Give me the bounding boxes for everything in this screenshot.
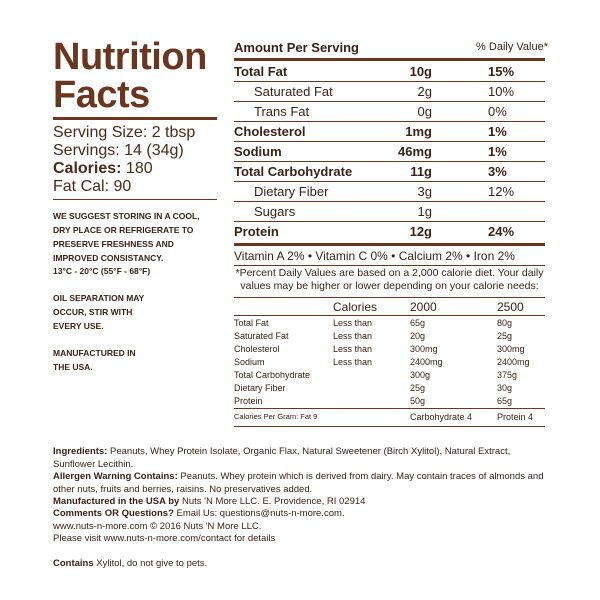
storage-note: WE SUGGEST STORING IN A COOL, DRY PLACE OR REFRIGERATE TO PRESERVE FRESHNESS AND IMPROVED CONSISTANCY.: [53, 211, 200, 263]
title-divider: [53, 117, 217, 120]
nutrient-daily-value: 1%: [488, 144, 507, 159]
vitamin-divider-bottom: [234, 265, 545, 266]
nutrient-row: [234, 121, 545, 141]
vitamin-divider-top: [234, 243, 545, 246]
manufacturer-label: Manufactured in the USA by: [53, 496, 180, 507]
calories-per-gram-0: Calories Per Gram: Fat 9: [234, 412, 318, 421]
dv-cell-v2500: 65g: [497, 396, 513, 406]
contact-line: Please visit www.nuts-n-more.com/contact for details: [53, 533, 276, 544]
dv-cell-v2000: 300g: [410, 370, 431, 380]
dv-cell-v2000: 25g: [410, 383, 426, 393]
dv-cell-v2500: 80g: [497, 318, 513, 328]
serving-divider: [53, 199, 217, 200]
ingredients-text: Peanuts, Whey Protein Isolate, Organic Flax, Natural Sweetener (Birch Xylitol), Natural Extract, Sunflower Lecithin.: [53, 446, 511, 470]
dv-table-divider: [234, 408, 545, 409]
dv-cell-v2000: 65g: [410, 318, 426, 328]
nutrient-row: [234, 201, 545, 221]
dv-header-1: 2000: [410, 300, 437, 314]
panel-bottom-rule: [234, 426, 545, 427]
nutrient-row: [234, 181, 545, 201]
calories-per-gram-1: Carbohydrate 4: [410, 412, 473, 422]
nutrient-row: [234, 221, 545, 241]
footnote-divider: [234, 297, 545, 298]
title-facts: Facts: [53, 74, 150, 116]
allergen-label: Allergen Warning Contains:: [53, 471, 178, 482]
dv-cell-v2000: 20g: [410, 331, 426, 341]
nutrient-daily-value: 1%: [488, 124, 507, 139]
dv-cell-name: Protein: [234, 396, 263, 406]
nutrient-label: Total Fat: [234, 64, 288, 79]
percent-daily-footnote: *Percent Daily Values are based on a 2,000 calorie diet. Your daily values may be higher or lower depending on your calorie needs:: [235, 267, 544, 292]
dv-cell-name: Cholesterol: [234, 344, 280, 354]
fat-calories: Fat Cal: 90: [53, 178, 132, 195]
nutrient-label: Dietary Fiber: [254, 184, 329, 199]
dv-cell-qual: Less than: [333, 357, 373, 367]
nutrient-amount: 0g: [417, 104, 432, 119]
nutrient-label: Total Carbohydrate: [234, 164, 353, 179]
dv-cell-name: Saturated Fat: [234, 331, 289, 341]
nutrient-row: [234, 141, 545, 161]
nutrient-daily-value: 15%: [488, 64, 515, 79]
dv-cell-qual: Less than: [333, 331, 373, 341]
dv-cell-v2500: 25g: [497, 331, 513, 341]
dv-cell-v2000: 50g: [410, 396, 426, 406]
nutrient-label: Cholesterol: [234, 124, 306, 139]
dv-cell-name: Sodium: [234, 357, 265, 367]
dv-header-0: Calories: [333, 300, 378, 314]
dv-cell-name: Total Carbohydrate: [234, 370, 311, 380]
comments: [53, 508, 553, 521]
serving-size: Serving Size: 2 tbsp: [53, 124, 196, 141]
nutrient-row: [234, 61, 545, 81]
contains-text: Xylitol, do not give to pets.: [96, 558, 208, 569]
vitamins-minerals: Vitamin A 2% • Vitamin C 0% • Calcium 2% • Iron 2%: [234, 249, 515, 263]
dv-cell-v2000: 300mg: [410, 344, 438, 354]
calories-label: Calories:: [53, 160, 122, 177]
nutrient-row: [234, 161, 545, 181]
contains-warning: [53, 558, 553, 571]
nutrient-daily-value: 12%: [488, 184, 515, 199]
manufacturer-text: Nuts 'N More LLC. E. Providence, RI 02914: [181, 496, 366, 507]
nutrient-amount: 46mg: [398, 144, 432, 159]
ingredients: [53, 446, 553, 471]
nutrient-amount: 12g: [409, 224, 432, 239]
nutrient-daily-value: 3%: [488, 164, 507, 179]
temperature-note: 13°C - 20°C (55°F - 68°F): [53, 266, 151, 276]
ingredients-label: Ingredients:: [53, 446, 108, 457]
nutrient-daily-value: 0%: [488, 104, 507, 119]
comments-text: Email Us: questions@nuts-n-more.com.: [176, 508, 345, 519]
nutrient-amount: 3g: [417, 184, 432, 199]
nutrient-amount: 2g: [417, 84, 432, 99]
dv-cell-v2500: 30g: [497, 383, 513, 393]
calories-per-gram-2: Protein 4: [497, 412, 534, 422]
dv-header-2: 2500: [497, 300, 524, 314]
nutrient-label: Trans Fat: [254, 104, 310, 119]
title-nutrition: Nutrition: [53, 36, 207, 78]
allergen-text: Peanuts. Whey protein which is derived from dairy. May contain traces of almonds and other nuts, fruits and berries, raisins. No preservatives added.: [53, 471, 544, 495]
nutrient-amount: 10g: [409, 64, 432, 79]
calories-value: 180: [125, 160, 153, 177]
dv-cell-v2500: 2400mg: [497, 357, 530, 367]
dv-cell-v2500: 375g: [497, 370, 518, 380]
dv-cell-name: Total Fat: [234, 318, 269, 328]
dv-cell-v2500: 300mg: [497, 344, 525, 354]
oil-separation-note: OIL SEPARATION MAY OCCUR, STIR WITH EVERY USE.: [53, 293, 145, 331]
nutrient-amount: 1mg: [405, 124, 432, 139]
nutrient-label: Sugars: [254, 204, 296, 219]
daily-value-header: % Daily Value*: [476, 41, 548, 53]
dv-cell-qual: Less than: [333, 318, 373, 328]
nutrient-label: Saturated Fat: [254, 84, 333, 99]
nutrient-daily-value: 24%: [488, 224, 515, 239]
dv-cell-qual: Less than: [333, 344, 373, 354]
nutrient-label: Protein: [234, 224, 279, 239]
website-copyright: www.nuts-n-more.com © 2016 Nuts 'N More LLC.: [53, 521, 262, 532]
calories: [53, 160, 153, 178]
nutrient-amount: 11g: [410, 164, 432, 179]
manufactured-note: MANUFACTURED IN THE USA.: [53, 348, 136, 372]
allergen-warning: [53, 471, 553, 496]
manufacturer: [53, 496, 553, 509]
servings: Servings: 14 (34g): [53, 142, 184, 159]
dv-header-underline: [234, 315, 545, 316]
nutrient-row: [234, 101, 545, 121]
dv-cell-name: Dietary Fiber: [234, 383, 286, 393]
nutrient-daily-value: 10%: [488, 84, 515, 99]
dv-cell-v2000: 2400mg: [410, 357, 443, 367]
amount-per-serving: Amount Per Serving: [234, 40, 359, 55]
comments-label: Comments OR Questions?: [53, 508, 174, 519]
contains-label: Contains: [53, 558, 94, 569]
nutrient-label: Sodium: [234, 144, 282, 159]
nutrient-row: [234, 81, 545, 101]
nutrient-amount: 1g: [417, 204, 432, 219]
